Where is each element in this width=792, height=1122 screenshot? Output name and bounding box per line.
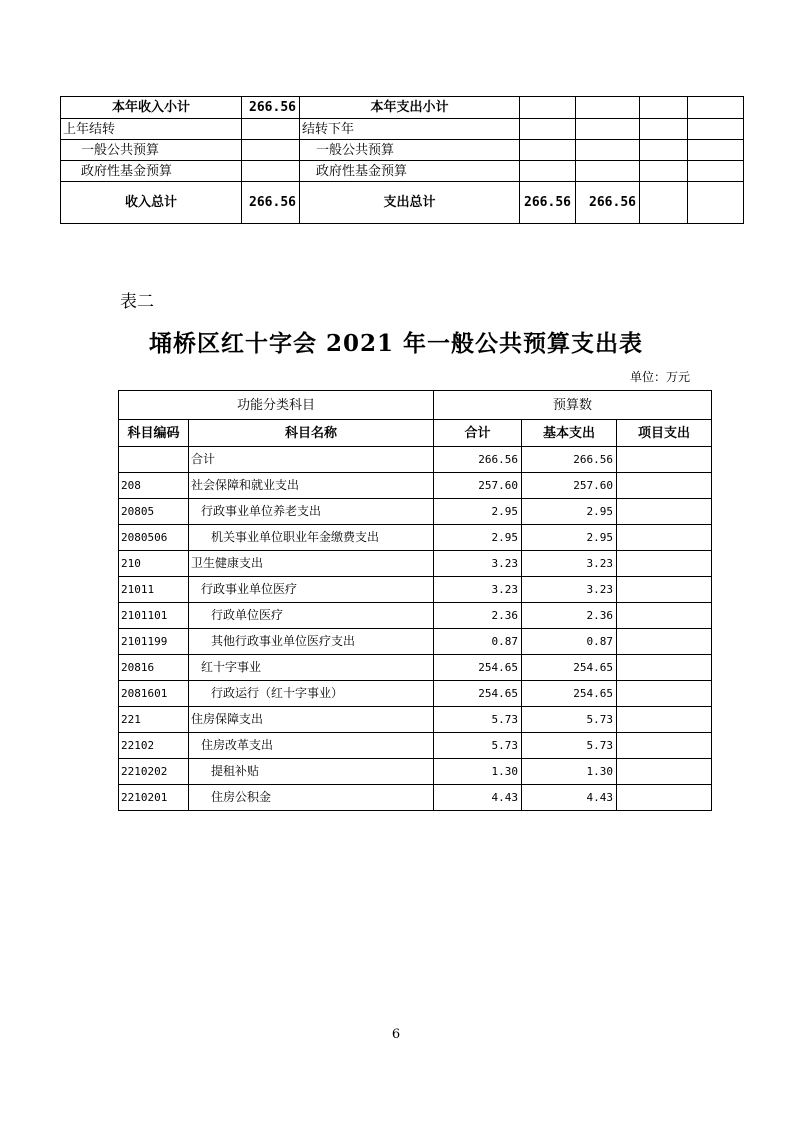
cell-project bbox=[617, 629, 712, 655]
cell-total: 4.43 bbox=[434, 785, 522, 811]
table-cell bbox=[640, 119, 688, 140]
cell-code: 210 bbox=[119, 551, 189, 577]
cell-basic: 5.73 bbox=[522, 733, 617, 759]
table-body bbox=[119, 447, 712, 811]
table-row bbox=[119, 447, 712, 473]
table-cell bbox=[576, 97, 640, 119]
table-cell bbox=[576, 119, 640, 140]
cell-name: 机关事业单位职业年金缴费支出 bbox=[189, 525, 434, 551]
table-header-row bbox=[119, 420, 712, 447]
row-label: 本年收入小计 bbox=[61, 97, 242, 119]
cell-project bbox=[617, 525, 712, 551]
column-header-total: 合计 bbox=[434, 420, 522, 447]
table-row bbox=[119, 577, 712, 603]
cell-basic: 1.30 bbox=[522, 759, 617, 785]
cell-basic: 2.36 bbox=[522, 603, 617, 629]
table-cell: 266.56 bbox=[520, 182, 576, 224]
cell-code: 21011 bbox=[119, 577, 189, 603]
table-row bbox=[61, 119, 744, 140]
cell-name: 其他行政事业单位医疗支出 bbox=[189, 629, 434, 655]
row-label: 政府性基金预算 bbox=[61, 161, 242, 182]
cell-project bbox=[617, 473, 712, 499]
cell-total: 1.30 bbox=[434, 759, 522, 785]
table-cell bbox=[688, 182, 744, 224]
cell-basic: 2.95 bbox=[522, 525, 617, 551]
cell-basic: 257.60 bbox=[522, 473, 617, 499]
cell-total: 0.87 bbox=[434, 629, 522, 655]
table-row bbox=[119, 655, 712, 681]
cell-code: 22102 bbox=[119, 733, 189, 759]
cell-code: 2081601 bbox=[119, 681, 189, 707]
cell-basic: 5.73 bbox=[522, 707, 617, 733]
cell-basic: 3.23 bbox=[522, 551, 617, 577]
cell-total: 266.56 bbox=[434, 447, 522, 473]
table-row bbox=[119, 707, 712, 733]
cell-basic: 3.23 bbox=[522, 577, 617, 603]
cell-project bbox=[617, 733, 712, 759]
cell-basic: 254.65 bbox=[522, 655, 617, 681]
cell-code bbox=[119, 447, 189, 473]
row-value bbox=[242, 119, 300, 140]
column-header-basic: 基本支出 bbox=[522, 420, 617, 447]
table-row bbox=[61, 182, 744, 224]
table-cell bbox=[688, 119, 744, 140]
cell-project bbox=[617, 603, 712, 629]
row-label: 收入总计 bbox=[61, 182, 242, 224]
unit-label: 单位：万元 bbox=[630, 370, 691, 384]
cell-project bbox=[617, 577, 712, 603]
table-cell bbox=[520, 161, 576, 182]
table-cell bbox=[688, 161, 744, 182]
table-row bbox=[61, 140, 744, 161]
table-cell bbox=[688, 140, 744, 161]
cell-basic: 4.43 bbox=[522, 785, 617, 811]
cell-project bbox=[617, 551, 712, 577]
group-header-function: 功能分类科目 bbox=[119, 391, 434, 420]
table-cell bbox=[576, 140, 640, 161]
income-expense-summary-table bbox=[60, 96, 744, 224]
cell-project bbox=[617, 707, 712, 733]
cell-code: 20816 bbox=[119, 655, 189, 681]
table-row bbox=[119, 473, 712, 499]
table-cell bbox=[640, 97, 688, 119]
cell-code: 20805 bbox=[119, 499, 189, 525]
cell-name: 红十字事业 bbox=[189, 655, 434, 681]
cell-name: 行政单位医疗 bbox=[189, 603, 434, 629]
cell-project bbox=[617, 447, 712, 473]
cell-total: 2.95 bbox=[434, 525, 522, 551]
table-row bbox=[119, 629, 712, 655]
cell-name: 合计 bbox=[189, 447, 434, 473]
table-row bbox=[61, 161, 744, 182]
group-header-budget: 预算数 bbox=[434, 391, 712, 420]
table-row bbox=[119, 551, 712, 577]
cell-total: 254.65 bbox=[434, 655, 522, 681]
cell-total: 257.60 bbox=[434, 473, 522, 499]
row-value bbox=[242, 161, 300, 182]
cell-basic: 2.95 bbox=[522, 499, 617, 525]
table-row bbox=[119, 733, 712, 759]
table-cell bbox=[688, 97, 744, 119]
cell-total: 254.65 bbox=[434, 681, 522, 707]
cell-code: 2080506 bbox=[119, 525, 189, 551]
cell-total: 2.36 bbox=[434, 603, 522, 629]
row-label: 一般公共预算 bbox=[300, 140, 520, 161]
row-label: 上年结转 bbox=[61, 119, 242, 140]
table-label: 表二 bbox=[120, 292, 154, 312]
cell-code: 2210201 bbox=[119, 785, 189, 811]
table-cell bbox=[520, 97, 576, 119]
cell-project bbox=[617, 655, 712, 681]
cell-total: 5.73 bbox=[434, 707, 522, 733]
cell-name: 住房保障支出 bbox=[189, 707, 434, 733]
row-value bbox=[242, 140, 300, 161]
cell-total: 5.73 bbox=[434, 733, 522, 759]
cell-project bbox=[617, 785, 712, 811]
table-cell bbox=[640, 161, 688, 182]
cell-code: 2210202 bbox=[119, 759, 189, 785]
page-number: 6 bbox=[391, 1027, 401, 1042]
cell-name: 住房改革支出 bbox=[189, 733, 434, 759]
cell-code: 2101199 bbox=[119, 629, 189, 655]
row-label: 支出总计 bbox=[300, 182, 520, 224]
cell-basic: 254.65 bbox=[522, 681, 617, 707]
cell-code: 208 bbox=[119, 473, 189, 499]
cell-name: 住房公积金 bbox=[189, 785, 434, 811]
cell-name: 行政事业单位医疗 bbox=[189, 577, 434, 603]
table-cell: 266.56 bbox=[576, 182, 640, 224]
table-row bbox=[119, 759, 712, 785]
cell-project bbox=[617, 681, 712, 707]
column-header-name: 科目名称 bbox=[189, 420, 434, 447]
cell-name: 行政事业单位养老支出 bbox=[189, 499, 434, 525]
cell-total: 3.23 bbox=[434, 577, 522, 603]
table-cell bbox=[520, 140, 576, 161]
cell-total: 3.23 bbox=[434, 551, 522, 577]
row-label: 政府性基金预算 bbox=[300, 161, 520, 182]
table-cell bbox=[640, 140, 688, 161]
row-label: 结转下年 bbox=[300, 119, 520, 140]
column-header-project: 项目支出 bbox=[617, 420, 712, 447]
cell-code: 2101101 bbox=[119, 603, 189, 629]
row-label: 本年支出小计 bbox=[300, 97, 520, 119]
table-row bbox=[119, 525, 712, 551]
table-row bbox=[61, 97, 744, 119]
cell-code: 221 bbox=[119, 707, 189, 733]
table-row bbox=[119, 603, 712, 629]
table-header-row bbox=[119, 391, 712, 420]
cell-basic: 266.56 bbox=[522, 447, 617, 473]
row-label: 一般公共预算 bbox=[61, 140, 242, 161]
table-cell bbox=[640, 182, 688, 224]
table-cell bbox=[576, 161, 640, 182]
row-value: 266.56 bbox=[242, 97, 300, 119]
table-cell bbox=[520, 119, 576, 140]
cell-project bbox=[617, 499, 712, 525]
row-value: 266.56 bbox=[242, 182, 300, 224]
cell-project bbox=[617, 759, 712, 785]
cell-name: 卫生健康支出 bbox=[189, 551, 434, 577]
table-row bbox=[119, 785, 712, 811]
cell-name: 社会保障和就业支出 bbox=[189, 473, 434, 499]
table-row bbox=[119, 681, 712, 707]
cell-total: 2.95 bbox=[434, 499, 522, 525]
page-title: 埇桥区红十字会 2021 年一般公共预算支出表 bbox=[148, 330, 644, 357]
table-row bbox=[119, 499, 712, 525]
cell-basic: 0.87 bbox=[522, 629, 617, 655]
column-header-code: 科目编码 bbox=[119, 420, 189, 447]
cell-name: 行政运行（红十字事业） bbox=[189, 681, 434, 707]
expenditure-table bbox=[118, 390, 712, 811]
cell-name: 提租补贴 bbox=[189, 759, 434, 785]
